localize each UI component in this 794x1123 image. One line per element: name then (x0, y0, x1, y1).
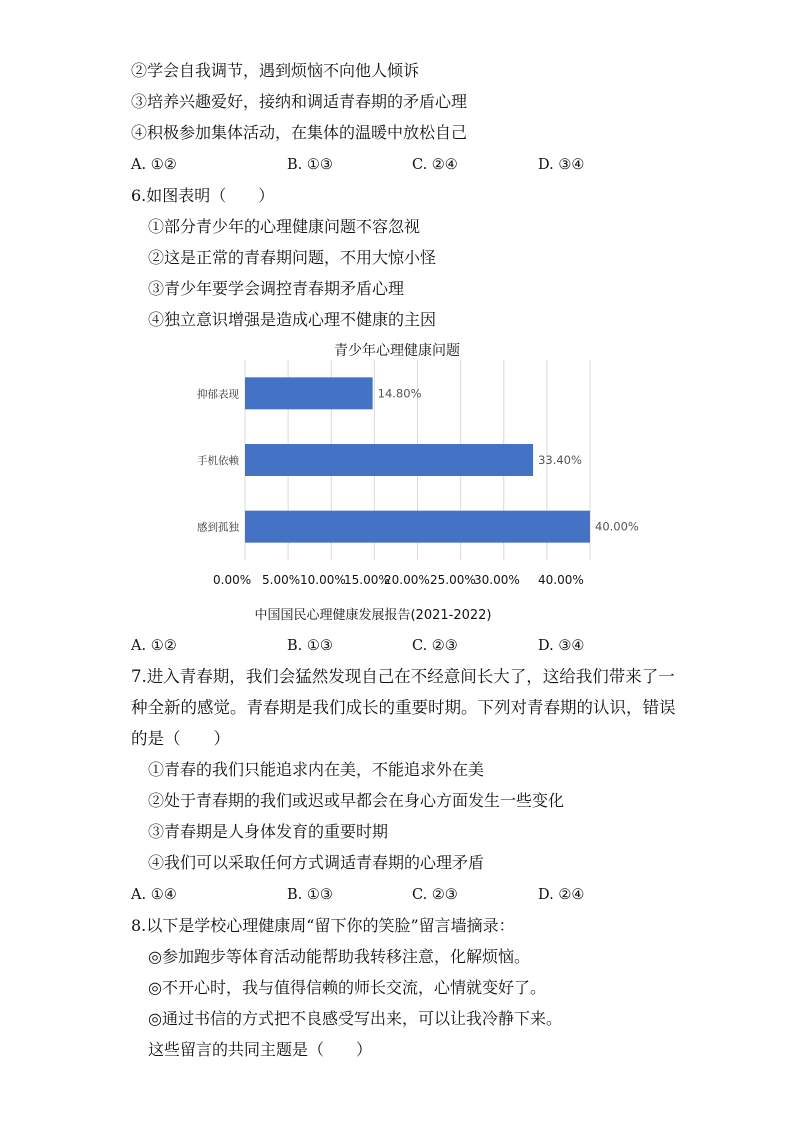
x-tick-label: 40.00% (538, 573, 584, 587)
bar-chart (0, 360, 794, 600)
chart-source: 中国国民心理健康发展报告(2021-2022) (254, 608, 492, 623)
bar (245, 511, 590, 543)
x-tick-label: 5.00% (262, 573, 301, 587)
q7-option-b: B. ①③ (287, 887, 333, 903)
q5-option-c: C. ②④ (412, 157, 458, 173)
q5-item-3: ③培养兴趣爱好，接纳和调适青春期的矛盾心理 (131, 92, 468, 111)
q6-item-3: ③青少年要学会调控青春期矛盾心理 (148, 279, 405, 298)
x-tick-label: 10.00% (300, 573, 346, 587)
q8-item-3: ◎通过书信的方式把不良感受写出来，可以让我冷静下来。 (148, 1009, 562, 1028)
q8-item-2: ◎不开心时，我与值得信赖的师长交流，心情就变好了。 (148, 978, 546, 997)
q8-stem: 8.以下是学校心理健康周“留下你的笑脸”留言墙摘录： (131, 916, 515, 935)
data-label: 14.80% (377, 386, 422, 401)
q6-option-a: A. ①② (131, 638, 177, 654)
q7-item-2: ②处于青春期的我们或迟或早都会在身心方面发生一些变化 (148, 791, 565, 810)
chart-title: 青少年心理健康问题 (334, 343, 460, 359)
data-label: 33.40% (538, 453, 582, 467)
q7-item-1: ①青春的我们只能追求内在美，不能追求外在美 (148, 760, 485, 779)
q5-item-4: ④积极参加集体活动，在集体的温暖中放松自己 (131, 123, 468, 142)
q7-stem-line-3: 的是（ ） (131, 729, 230, 748)
category-label: 感到孤独 (197, 521, 239, 534)
q6-option-b: B. ①③ (287, 638, 333, 654)
q6-item-4: ④独立意识增强是造成心理不健康的主因 (148, 310, 437, 329)
q7-option-d: D. ②④ (538, 887, 585, 903)
x-tick-label: 30.00% (474, 573, 520, 587)
q5-option-a: A. ①② (131, 157, 177, 173)
q7-stem-line-2: 种全新的感觉。青春期是我们成长的重要时期。下列对青春期的认识，错误 (131, 698, 676, 717)
bar (245, 377, 373, 409)
q7-option-a: A. ①④ (131, 887, 177, 903)
bar (245, 444, 533, 476)
q5-option-d: D. ③④ (538, 157, 585, 173)
q6-item-2: ②这是正常的青春期问题，不用大惊小怪 (148, 248, 437, 267)
q7-item-4: ④我们可以采取任何方式调适青春期的心理矛盾 (148, 853, 485, 872)
x-tick-label: 25.00% (430, 573, 476, 587)
q5-option-b: B. ①③ (287, 157, 333, 173)
category-label: 抑郁表现 (197, 388, 239, 401)
data-label: 40.00% (595, 519, 639, 534)
q8-item-1: ◎参加跑步等体育活动能帮助我转移注意，化解烦恼。 (148, 947, 530, 966)
x-tick-label: 0.00% (213, 573, 252, 587)
q6-option-d: D. ③④ (538, 638, 585, 654)
q7-item-3: ③青春期是人身体发育的重要时期 (148, 822, 389, 841)
x-tick-label: 20.00% (384, 573, 430, 587)
q6-option-c: C. ②③ (412, 638, 458, 654)
q7-option-c: C. ②③ (412, 887, 458, 903)
q5-item-2: ②学会自我调节，遇到烦恼不向他人倾诉 (131, 61, 420, 80)
q6-stem: 6.如图表明（ ） (131, 186, 275, 205)
q8-question: 这些留言的共同主题是（ ） (148, 1040, 373, 1059)
q7-stem-line-1: 7.进入青春期，我们会猛然发现自己在不经意间长大了，这给我们带来了一 (131, 667, 675, 686)
q6-item-1: ①部分青少年的心理健康问题不容忽视 (148, 217, 421, 236)
category-label: 手机依赖 (197, 455, 239, 467)
x-tick-label: 15.00% (344, 573, 390, 587)
